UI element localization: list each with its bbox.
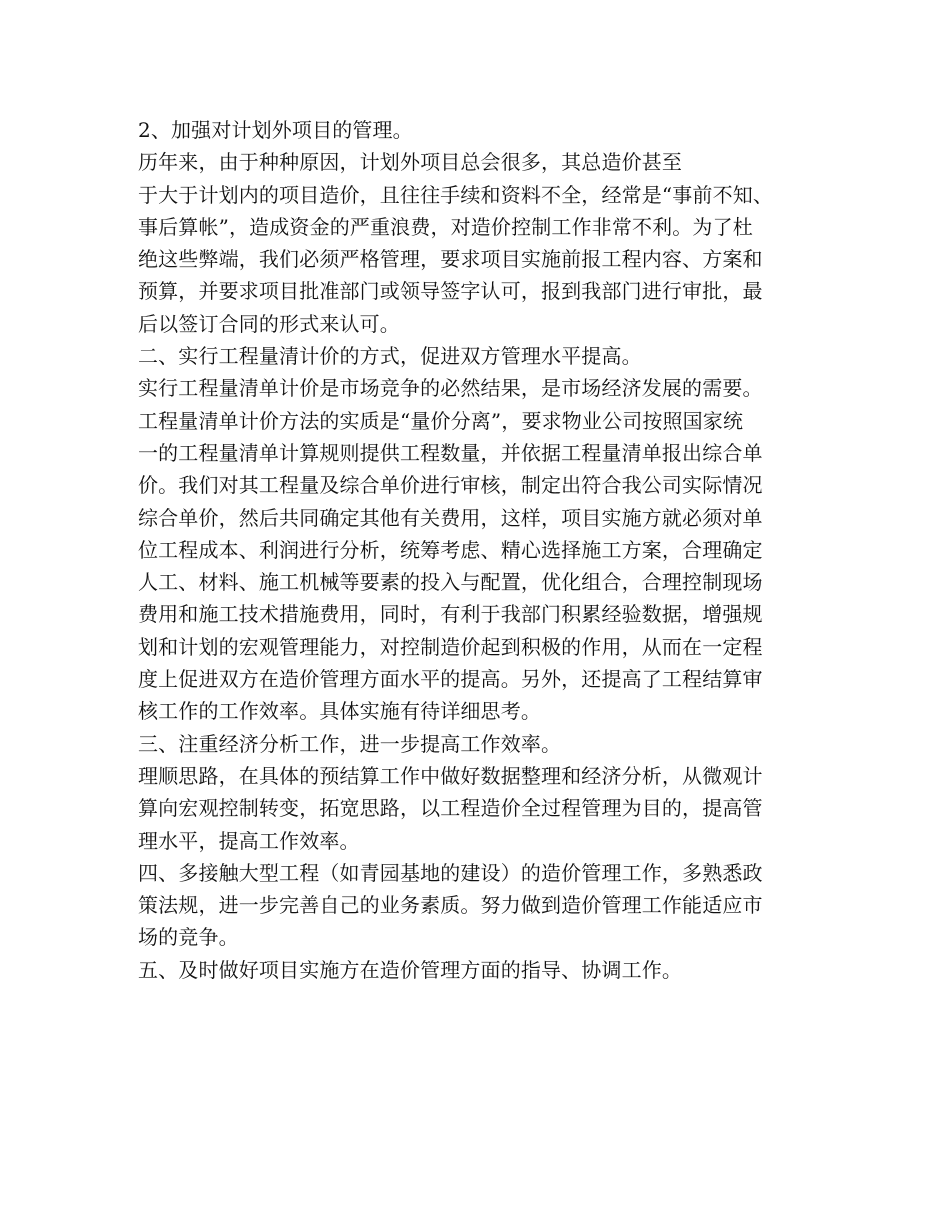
text-line: 核工作的工作效率。具体实施有待详细思考。 bbox=[138, 699, 541, 724]
text-line: 场的竞争。 bbox=[138, 925, 239, 950]
text-line: 后以签订合同的形式来认可。 bbox=[138, 311, 400, 336]
section-heading: 二、实行工程量清计价的方式，促进双方管理水平提高。 bbox=[138, 344, 642, 369]
text-line: 预算，并要求项目批准部门或领导签字认可，报到我部门进行审批，最 bbox=[138, 279, 763, 304]
text-line: 工程量清单计价方法的实质是“量价分离”，要求物业公司按照国家统 bbox=[138, 408, 744, 433]
text-line: 费用和施工技术措施费用，同时，有利于我部门积累经验数据，增强规 bbox=[138, 602, 763, 627]
text-line: 绝这些弊端，我们必须严格管理，要求项目实施前报工程内容、方案和 bbox=[138, 247, 763, 272]
text-line: 策法规，进一步完善自己的业务素质。努力做到造价管理工作能适应市 bbox=[138, 893, 763, 918]
document-body bbox=[138, 114, 828, 986]
text-line: 算向宏观控制转变，拓宽思路，以工程造价全过程管理为目的，提高管 bbox=[138, 796, 763, 821]
text-line: 理顺思路，在具体的预结算工作中做好数据整理和经济分析，从微观计 bbox=[138, 763, 763, 788]
section-heading: 四、多接触大型工程（如青园基地的建设）的造价管理工作，多熟悉政 bbox=[138, 860, 763, 885]
text-line: 历年来，由于种种原因，计划外项目总会很多，其总造价甚至 bbox=[138, 150, 683, 175]
text-line: 一的工程量清单计算规则提供工程数量，并依据工程量清单报出综合单 bbox=[138, 440, 763, 465]
text-line: 度上促进双方在造价管理方面水平的提高。另外，还提高了工程结算审 bbox=[138, 667, 763, 692]
text-line: 综合单价，然后共同确定其他有关费用，这样，项目实施方就必须对单 bbox=[138, 505, 763, 530]
text-line: 于大于计划内的项目造价，且往往手续和资料不全，经常是“事前不知、 bbox=[138, 182, 774, 207]
text-line: 实行工程量清单计价是市场竞争的必然结果，是市场经济发展的需要。 bbox=[138, 376, 763, 401]
text-line: 价。我们对其工程量及综合单价进行审核，制定出符合我公司实际情况 bbox=[138, 473, 763, 498]
text-line: 位工程成本、利润进行分析，统筹考虑、精心选择施工方案，合理确定 bbox=[138, 537, 763, 562]
text-line: 划和计划的宏观管理能力，对控制造价起到积极的作用，从而在一定程 bbox=[138, 634, 763, 659]
section-heading: 三、注重经济分析工作，进一步提高工作效率。 bbox=[138, 731, 562, 756]
text-line: 事后算帐”，造成资金的严重浪费，对造价控制工作非常不利。为了杜 bbox=[138, 214, 753, 239]
section-heading: 五、及时做好项目实施方在造价管理方面的指导、协调工作。 bbox=[138, 957, 683, 982]
text-line: 理水平，提高工作效率。 bbox=[138, 828, 360, 853]
text-line: 人工、材料、施工机械等要素的投入与配置，优化组合，合理控制现场 bbox=[138, 570, 763, 595]
text-line: 2、加强对计划外项目的管理。 bbox=[138, 118, 413, 142]
